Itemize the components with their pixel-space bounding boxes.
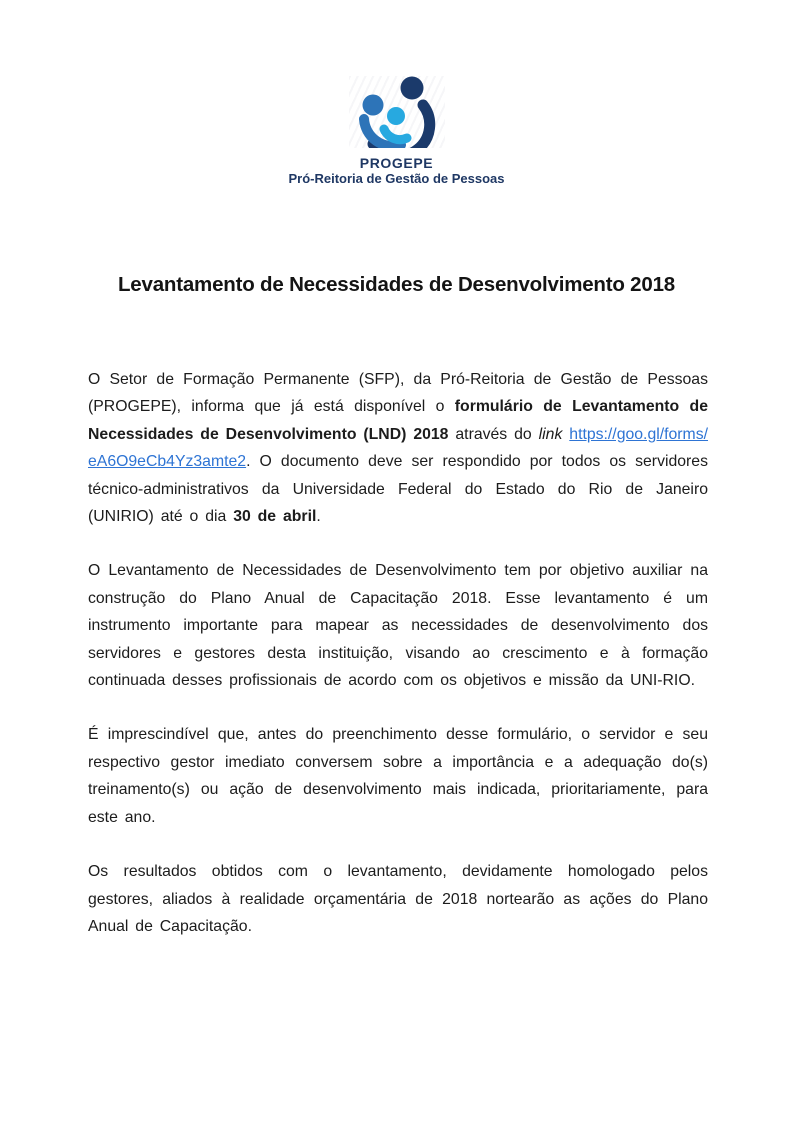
- logo-acronym: PROGEPE: [359, 155, 434, 171]
- text-run: formulário de Levantamento de Necessidades de Desenvolvimento (LND) 2018: [88, 398, 708, 443]
- paragraph: [88, 721, 708, 831]
- text-run: .: [316, 508, 321, 526]
- document-title: Levantamento de Necessidades de Desenvolvimento 2018: [117, 273, 675, 296]
- text-run: . O documento deve ser respondido por todos os servidores técnico-administrativos da Universidade Federal do Estado do Rio de Janeiro (UNIRIO) até o dia: [88, 453, 708, 526]
- text-run: Os resultados obtidos com o levantamento, devidamente homologado pelos gestores, aliados à realidade orçamentária de 2018 nortearão as ações do Plano Anual de Capacitação.: [88, 863, 708, 935]
- text-run: através do: [448, 425, 539, 443]
- paragraph: [88, 557, 708, 694]
- logo-subtitle: Pró-Reitoria de Gestão de Pessoas: [288, 171, 505, 186]
- lnd-form-link[interactable]: https://goo.gl/forms/eA6O9eCb4Yz3amte2: [88, 425, 709, 471]
- text-run: É imprescindível que, antes do preenchimento desse formulário, o servidor e seu respectivo gestor imediato conversem sobre a importância e a adequação do(s) treinamento(s) ou ação de desenvolvimento mais indicada, prioritariamente, para este ano.: [88, 726, 708, 826]
- paragraph: [88, 858, 708, 940]
- progepe-logo-icon-box: [349, 76, 445, 148]
- document-body: [88, 366, 708, 940]
- text-run: 30 de abril: [233, 508, 317, 526]
- text-run: O Setor de Formação Permanente (SFP), da Pró-Reitoria de Gestão de Pessoas (PROGEPE), informa que já está disponível o: [88, 371, 708, 416]
- text-run: O Levantamento de Necessidades de Desenvolvimento tem por objetivo auxiliar na construção do Plano Anual de Capacitação 2018. Esse levantamento é um instrumento importante para mapear as necessidades de desenvolvimento dos servidores e gestores desta instituição, visando ao crescimento e à formação continuada desses profissionais de acordo com os objetivos e missão da UNI-RIO.: [88, 562, 708, 690]
- three-people-circle-icon: [349, 76, 445, 148]
- text-run: link: [538, 425, 563, 443]
- progepe-logo: [0, 0, 793, 187]
- paragraph: [88, 366, 708, 530]
